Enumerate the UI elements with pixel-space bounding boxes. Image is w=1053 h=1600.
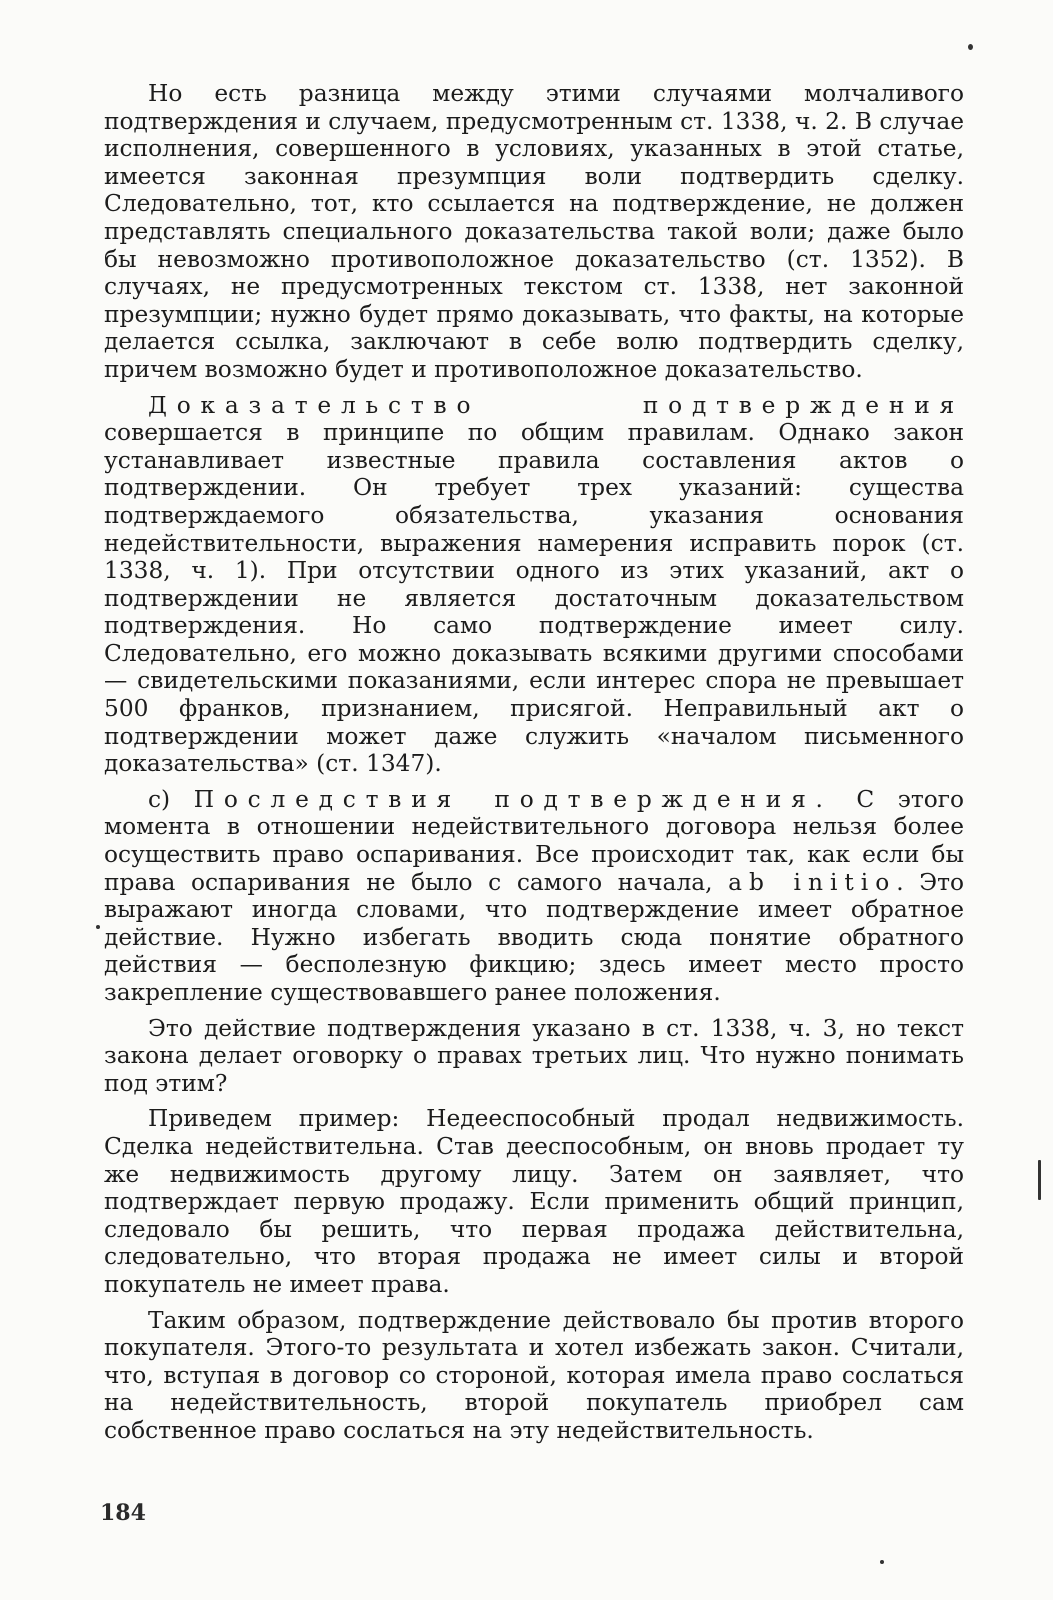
paragraph-2-body: совершается в принципе по общим правилам. Однако закон устанавливает известные правила составления актов о подтверждении. Он требует трех указаний: существа подтверждаемого обязательства, указания основания недействительности, выражения намерения исправить порок (ст. 1338, ч. 1). При отсутствии одного из этих указаний, акт о подтверждении не является достаточным доказательством подтверждения. Но само подтверждение имеет силу. Следовательно, его можно доказывать всякими другими способами — свидетельскими показаниями, если интерес спора не превышает 500 франков, признанием, присягой. Неправильный акт о подтверждении может даже служить «началом письменного доказательства» (ст. 1347). [104, 419, 964, 778]
paragraph-1: Но есть разница между этими случаями молчаливого подтверждения и случаем, предусмотренным ст. 1338, ч. 2. В случае исполнения, совершенного в условиях, указанных в этой статье, имеется законная презумпция воли подтвердить сделку. Следовательно, тот, кто ссылается на подтверждение, не должен представлять специального доказательства такой воли; даже было бы невозможно противоположное доказательство (ст. 1352). В случаях, не предусмотренных текстом ст. 1338, нет законной презумпции; нужно будет прямо доказывать, что факты, на которые делается ссылка, заключают в себе волю подтвердить сделку, причем возможно будет и противоположное доказательство. [104, 80, 964, 383]
paragraph-3-body-a: С этого момента в отношении недействительного договора нельзя более осуществить право оспаривания. Все происходит так, как если бы права оспаривания не было с самого начала, [104, 785, 965, 896]
paragraph-3-prefix: c) [148, 785, 194, 813]
paragraph-3-heading: Последствия подтверждения. [193, 785, 833, 813]
scan-speck [880, 1560, 884, 1564]
scan-speck [96, 925, 100, 929]
paragraph-3-latin: ab initio [728, 868, 897, 896]
paragraph-5: Приведем пример: Недееспособный продал недвижимость. Сделка недействительна. Став дееспособным, он вновь продает ту же недвижимость другому лицу. Затем он заявляет, что подтверждает первую продажу. Если применить общий принцип, следовало бы решить, что первая продажа действительна, следовательно, что вторая продажа не имеет силы и второй покупатель не имеет права. [104, 1105, 964, 1298]
page-number: 184 [100, 1500, 146, 1526]
paragraph-2 [104, 392, 964, 778]
paragraph-2-heading: Доказательство подтверждения [148, 391, 964, 419]
body-text [104, 80, 964, 1453]
scan-speck [1038, 1160, 1041, 1200]
paragraph-3 [104, 786, 964, 1007]
paragraph-3-body-b: . Это выражают иногда словами, что подтверждение имеет обратное действие. Нужно избегать вводить сюда понятие обратного действия — бесполезную фикцию; здесь имеет место просто закрепление существовавшего ранее положения. [104, 868, 964, 1006]
paragraph-4: Это действие подтверждения указано в ст. 1338, ч. 3, но текст закона делает оговорку о правах третьих лиц. Что нужно понимать под этим? [104, 1014, 964, 1097]
scan-speck [968, 44, 973, 50]
paragraph-6: Таким образом, подтверждение действовало бы против второго покупателя. Этого-то результата и хотел избежать закон. Считали, что, вступая в договор со стороной, которая имела право сослаться на недействительность, второй покупатель приобрел сам собственное право сослаться на эту недействительность. [104, 1306, 964, 1444]
